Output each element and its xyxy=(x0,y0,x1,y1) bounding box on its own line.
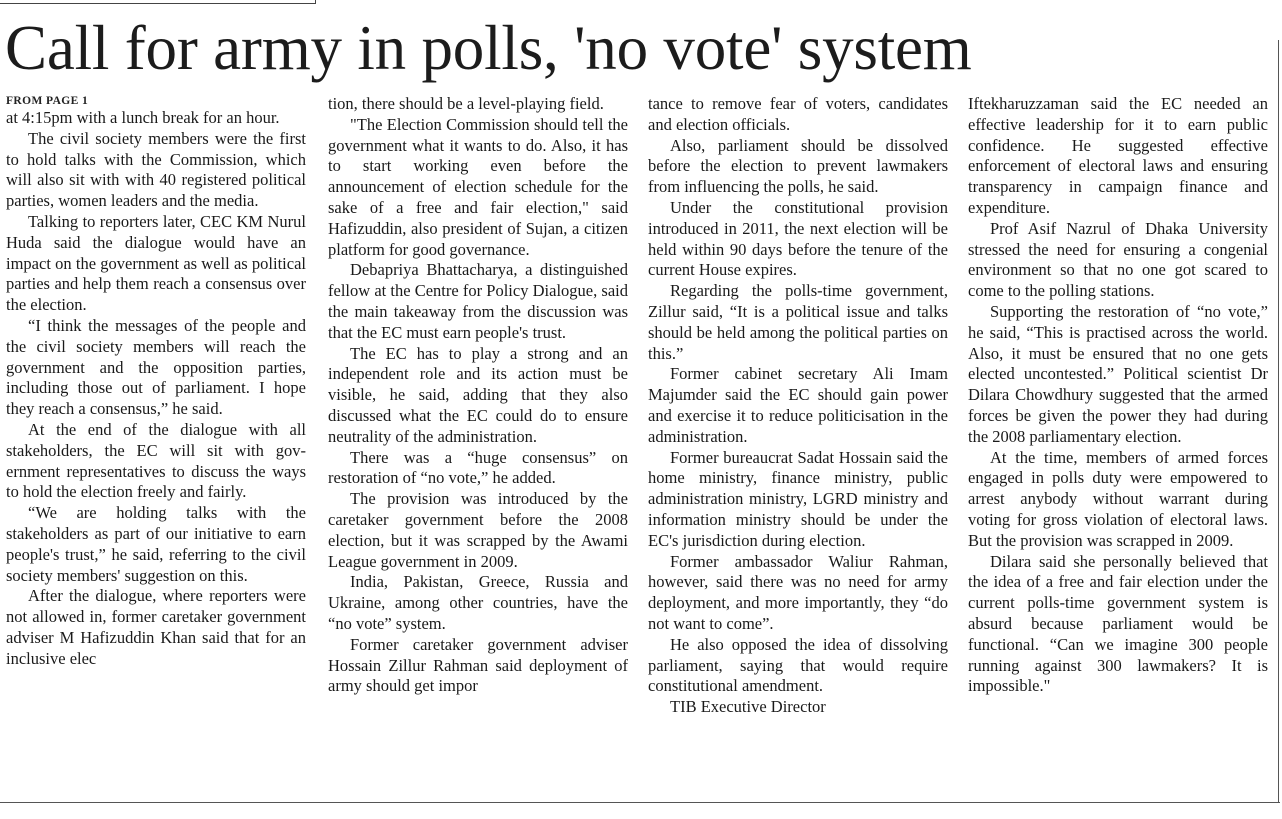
article-column-1 xyxy=(6,94,306,670)
paragraph: Prof Asif Nazrul of Dhaka University stressed the need for ensuring a congenial environment so that no one got scared to come to the polling stations. xyxy=(968,218,1268,301)
paragraph: Debapriya Bhattacharya, a distinguished fellow at the Centre for Policy Dialogue, said the main takeaway from the discussion was that the EC must earn people's trust. xyxy=(328,260,628,342)
paragraph: Former cabinet secretary Ali Imam Majumder said the EC should gain power and exercise it to reduce politicisation in the administration. xyxy=(648,364,948,446)
paragraph: Former ambassador Waliur Rahman, however, said there was no need for army deployment, and more importantly, they “do not want to come”. xyxy=(648,551,948,633)
paragraph: Iftekharuzzaman said the EC needed an effective leadership for it to earn public confidence. He suggested effective enforcement of electoral laws and ensuring transparency in campaign finance and expenditure. xyxy=(968,94,1268,217)
paragraph: At the end of the dialogue with all stakeholders, the EC will sit with government representatives to discuss the ways to hold the election freely and fairly. xyxy=(6,419,306,502)
right-column-rule xyxy=(1278,40,1279,802)
paragraph: He also opposed the idea of dissolving parliament, saying that would require constitutional amendment. xyxy=(648,634,948,696)
paragraph: Regarding the polls-time government, Zillur said, “It is a political issue and talks should be held among the political parties on this.” xyxy=(648,281,948,363)
paragraph: Dilara said she personally believed that the idea of a free and fair election under the current polls-time government system is absurd because parliament would be functional. “Can we imagine 300 people running against 300 lawmakers? It is impossible." xyxy=(968,551,1268,696)
bottom-rule xyxy=(0,802,1280,803)
paragraph: The provision was introduced by the caretaker government before the 2008 election, but it was scrapped by the Awami League government in 2009. xyxy=(328,489,628,571)
paragraph: There was a “huge consensus” on restoration of “no vote,” he added. xyxy=(328,447,628,488)
paragraph: TIB Executive Director xyxy=(670,697,826,717)
paragraph: The EC has to play a strong and an independent role and its action must be visible, he said, adding that they also discussed what the EC could do to ensure neutrality of the administration. xyxy=(328,343,628,446)
article-column-3 xyxy=(648,94,948,718)
top-frame-rule xyxy=(0,3,316,4)
paragraph: at 4:15pm with a lunch break for an hour. xyxy=(6,108,280,127)
paragraph: tance to remove fear of voters, candidates and election officials. xyxy=(648,94,948,134)
paragraph: The civil society members were the first to hold talks with the Commission, which will also sit with with 40 registered political parties, women leaders and the media. xyxy=(6,128,306,211)
article-column-2 xyxy=(328,94,628,697)
paragraph: Talking to reporters later, CEC KM Nurul Huda said the dialogue would have an impact on the government as well as political parties and help them reach a consensus over the election. xyxy=(6,211,306,315)
paragraph: “We are holding talks with the stakeholders as part of our initiative to earn people's trust,” he said, referring to the civil society members' suggestion on this. xyxy=(6,503,306,585)
paragraph: "The Election Commission should tell the government what it wants to do. Also, it has to start working even before the announcement of election schedule for the sake of a free and fair election," said Hafizuddin, also president of Sujan, a citizen platform for good governance. xyxy=(328,114,628,259)
headline: Call for army in polls, 'no vote' system xyxy=(5,13,972,83)
paragraph: “I think the messages of the people and the civil society members will reach the government and the opposition parties, including those out of parliament. I hope they reach a consensus,” he said. xyxy=(6,315,306,419)
paragraph: India, Pakistan, Greece, Russia and Ukraine, among other countries, have the “no vote” system. xyxy=(328,572,628,633)
paragraph: Supporting the restoration of “no vote,” he said, “This is practised across the world. Also, it must be ensured that no one gets elected uncontested.” Political scientist Dr Dilara Chowdhury suggested that the armed forces be given the power they had during the 2008 parliamentary election. xyxy=(968,301,1268,446)
paragraph: Also, parliament should be dissolved before the election to prevent lawmakers from influencing the polls, he said. xyxy=(648,135,948,197)
top-frame-corner xyxy=(315,0,316,4)
paragraph: Under the constitutional provision introduced in 2011, the next election will be held within 90 days before the tenure of the current House expires. xyxy=(648,197,948,280)
paragraph: tion, there should be a level-playing field. xyxy=(328,94,604,113)
paragraph: Former caretaker government adviser Hossain Zillur Rahman said deployment of army should get impor xyxy=(328,634,628,696)
paragraph: After the dialogue, where reporters were not allowed in, former caretaker government adviser M Hafizuddin Khan said that for an inclusive elec xyxy=(6,586,306,668)
kicker: FROM PAGE 1 xyxy=(6,95,89,107)
paragraph: At the time, members of armed forces engaged in polls duty were empowered to arrest anybody without warrant during voting for gross violation of electoral laws. But the provision was scrapped in 2009. xyxy=(968,447,1268,550)
paragraph: Former bureaucrat Sadat Hossain said the home ministry, finance ministry, public administration ministry, LGRD ministry and information ministry should be under the EC's jurisdiction during election. xyxy=(648,447,948,550)
article-column-4 xyxy=(968,94,1268,697)
